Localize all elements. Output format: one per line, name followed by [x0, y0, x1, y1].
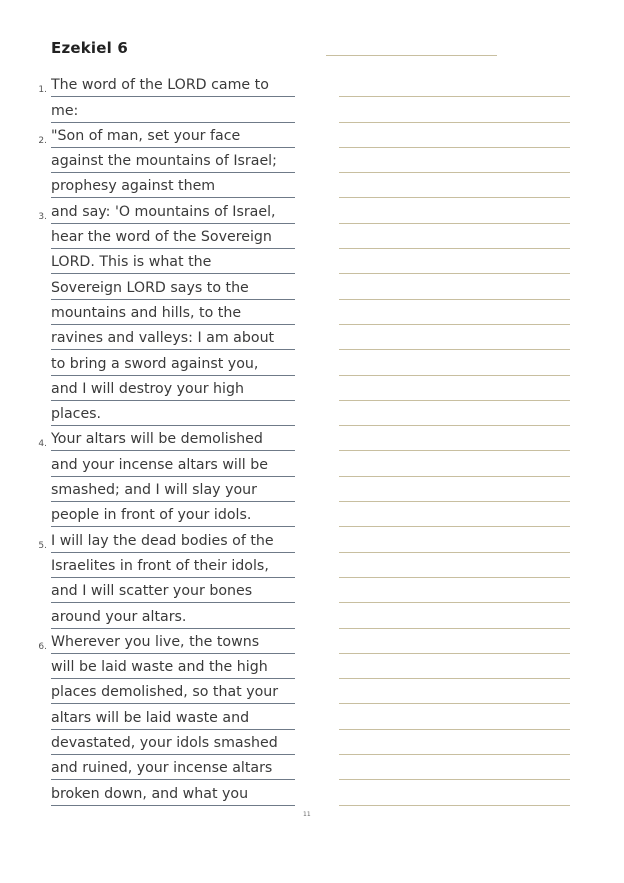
verse-line — [0, 679, 310, 704]
page-number: 11 — [303, 811, 311, 818]
verse-number: 3. — [38, 211, 47, 222]
verse-line — [0, 350, 310, 375]
writing-line — [339, 325, 570, 350]
verse-line — [0, 224, 310, 249]
verse-text: places demolished, so that your — [51, 681, 295, 704]
writing-line — [339, 97, 570, 122]
verse-text: around your altars. — [51, 606, 295, 629]
verse-text: Sovereign LORD says to the — [51, 277, 295, 300]
verse-text: "Son of man, set your face — [51, 125, 295, 148]
verse-text: devastated, your idols smashed — [51, 732, 295, 755]
verse-text: me: — [51, 100, 295, 123]
writing-line — [339, 173, 570, 198]
verse-line — [0, 451, 310, 476]
verse-line — [0, 72, 310, 97]
verse-number: 5. — [38, 540, 47, 551]
verse-line — [0, 527, 310, 552]
verse-text: The word of the LORD came to — [51, 74, 295, 97]
verse-text: places. — [51, 403, 295, 426]
writing-line — [339, 249, 570, 274]
verse-text: Wherever you live, the towns — [51, 631, 295, 654]
writing-line — [339, 451, 570, 476]
writing-line — [339, 553, 570, 578]
verse-line — [0, 629, 310, 654]
verse-text: hear the word of the Sovereign — [51, 226, 295, 249]
verse-text: prophesy against them — [51, 175, 295, 198]
verse-line — [0, 123, 310, 148]
verse-number: 6. — [38, 641, 47, 652]
writing-line — [339, 603, 570, 628]
verse-line — [0, 249, 310, 274]
verse-text: altars will be laid waste and — [51, 707, 295, 730]
verse-text: I will lay the dead bodies of the — [51, 530, 295, 553]
verse-text: Israelites in front of their idols, — [51, 555, 295, 578]
writing-line — [339, 224, 570, 249]
verse-line — [0, 97, 310, 122]
verse-line — [0, 173, 310, 198]
verse-text: LORD. This is what the — [51, 251, 295, 274]
writing-line — [339, 654, 570, 679]
verse-line — [0, 502, 310, 527]
writing-line — [339, 629, 570, 654]
verse-number: 2. — [38, 135, 47, 146]
verse-line — [0, 578, 310, 603]
verse-number: 1. — [38, 85, 47, 96]
verse-text: will be laid waste and the high — [51, 656, 295, 679]
verse-line — [0, 553, 310, 578]
verse-text-column — [0, 72, 310, 806]
page-title: Ezekiel 6 — [51, 39, 129, 57]
writing-line — [339, 780, 570, 805]
verse-text: and say: 'O mountains of Israel, — [51, 201, 295, 224]
verse-line — [0, 704, 310, 729]
writing-line — [339, 426, 570, 451]
writing-line — [339, 148, 570, 173]
verse-text: and ruined, your incense altars — [51, 757, 295, 780]
writing-line — [339, 350, 570, 375]
verse-number: 4. — [38, 439, 47, 450]
writing-line — [339, 401, 570, 426]
verse-line — [0, 300, 310, 325]
writing-line — [339, 730, 570, 755]
verse-line — [0, 477, 310, 502]
verse-text: mountains and hills, to the — [51, 302, 295, 325]
writing-line — [339, 300, 570, 325]
verse-line — [0, 198, 310, 223]
writing-line — [339, 679, 570, 704]
verse-line — [0, 730, 310, 755]
writing-line — [339, 755, 570, 780]
verse-text: broken down, and what you — [51, 783, 295, 806]
writing-line — [339, 123, 570, 148]
verse-text: people in front of your idols. — [51, 504, 295, 527]
title-writing-line — [326, 55, 497, 56]
writing-line — [339, 376, 570, 401]
verse-line — [0, 325, 310, 350]
verse-text: and I will destroy your high — [51, 378, 295, 401]
writing-line — [339, 502, 570, 527]
writing-line — [339, 527, 570, 552]
writing-line — [339, 198, 570, 223]
writing-line — [339, 578, 570, 603]
verse-line — [0, 376, 310, 401]
writing-line — [339, 72, 570, 97]
verse-text: against the mountains of Israel; — [51, 150, 295, 173]
verse-line — [0, 780, 310, 805]
verse-line — [0, 603, 310, 628]
verse-line — [0, 426, 310, 451]
verse-text: and I will scatter your bones — [51, 580, 295, 603]
verse-line — [0, 274, 310, 299]
writing-line — [339, 274, 570, 299]
verse-text: Your altars will be demolished — [51, 428, 295, 451]
writing-lines-column — [339, 72, 570, 806]
verse-line — [0, 148, 310, 173]
verse-line — [0, 654, 310, 679]
verse-text: ravines and valleys: I am about — [51, 327, 295, 350]
verse-text: smashed; and I will slay your — [51, 479, 295, 502]
writing-line — [339, 477, 570, 502]
verse-text: to bring a sword against you, — [51, 353, 295, 376]
writing-line — [339, 704, 570, 729]
verse-line — [0, 755, 310, 780]
verse-line — [0, 401, 310, 426]
verse-text: and your incense altars will be — [51, 454, 295, 477]
